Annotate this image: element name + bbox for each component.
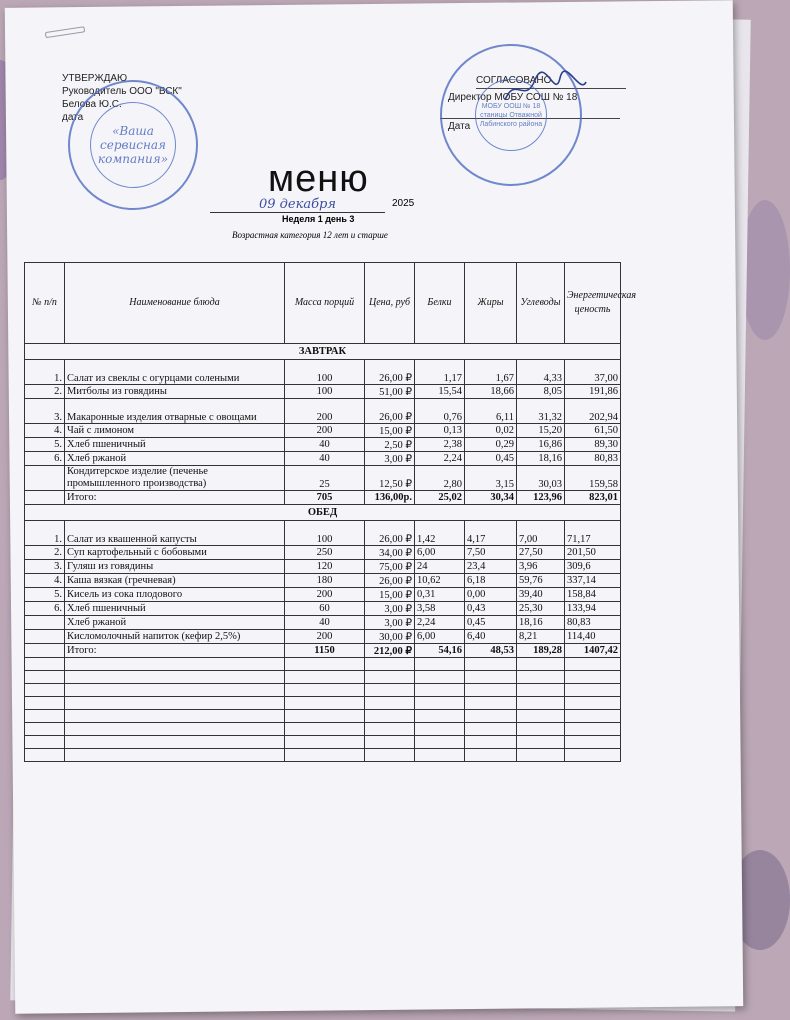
table-cell: 250 bbox=[285, 546, 365, 560]
table-row bbox=[25, 616, 621, 630]
table-cell: 18,16 bbox=[517, 616, 565, 630]
col-header: Углеводы bbox=[517, 263, 565, 344]
table-cell: 6,00 bbox=[415, 630, 465, 644]
table-cell: 2,24 bbox=[415, 616, 465, 630]
table-cell: 1,17 bbox=[415, 360, 465, 385]
empty-cell bbox=[25, 710, 65, 723]
table-cell: 30,00 ₽ bbox=[365, 630, 415, 644]
table-cell: 4,17 bbox=[465, 521, 517, 546]
menu-date: 09 декабря bbox=[210, 197, 385, 213]
table-cell: 133,94 bbox=[565, 602, 621, 616]
table-cell: 6,18 bbox=[465, 574, 517, 588]
approve-role: Руководитель ООО "ВСК" bbox=[62, 86, 182, 97]
table-cell: 200 bbox=[285, 424, 365, 438]
table-cell: 26,00 ₽ bbox=[365, 574, 415, 588]
table-cell: 59,76 bbox=[517, 574, 565, 588]
table-row bbox=[25, 574, 621, 588]
table-cell: 189,28 bbox=[517, 644, 565, 658]
table-cell: 80,83 bbox=[565, 452, 621, 466]
table-cell: 3,00 ₽ bbox=[365, 616, 415, 630]
empty-row bbox=[25, 736, 621, 749]
table-cell: Хлеб ржаной bbox=[65, 616, 285, 630]
table-row bbox=[25, 399, 621, 424]
empty-cell bbox=[517, 749, 565, 762]
empty-cell bbox=[365, 697, 415, 710]
table-cell: 6,11 bbox=[465, 399, 517, 424]
table-cell bbox=[25, 491, 65, 505]
empty-cell bbox=[365, 710, 415, 723]
table-cell: 200 bbox=[285, 588, 365, 602]
table-cell: 0,31 bbox=[415, 588, 465, 602]
table-cell: 0,29 bbox=[465, 438, 517, 452]
empty-cell bbox=[565, 658, 621, 671]
table-cell: 2,24 bbox=[415, 452, 465, 466]
age-category: Возрастная категория 12 лет и старше bbox=[232, 230, 388, 240]
paperclip bbox=[45, 26, 85, 38]
table-cell: 15,00 ₽ bbox=[365, 588, 415, 602]
empty-cell bbox=[565, 671, 621, 684]
empty-cell bbox=[25, 736, 65, 749]
table-cell: 1150 bbox=[285, 644, 365, 658]
empty-row bbox=[25, 671, 621, 684]
empty-cell bbox=[365, 736, 415, 749]
empty-cell bbox=[565, 710, 621, 723]
table-row bbox=[25, 385, 621, 399]
agree-role: Директор МОБУ СОШ № 18 bbox=[448, 92, 578, 103]
empty-row bbox=[25, 697, 621, 710]
empty-cell bbox=[25, 671, 65, 684]
company-stamp bbox=[68, 80, 198, 210]
empty-cell bbox=[65, 671, 285, 684]
signature bbox=[500, 70, 590, 110]
empty-cell bbox=[517, 658, 565, 671]
table-cell: 6. bbox=[25, 602, 65, 616]
empty-cell bbox=[285, 723, 365, 736]
table-cell: 15,00 ₽ bbox=[365, 424, 415, 438]
table-cell: Кондитерское изделие (печенье промышленного производства) bbox=[65, 466, 285, 491]
empty-cell bbox=[25, 658, 65, 671]
table-cell: Салат из квашенной капусты bbox=[65, 521, 285, 546]
empty-cell bbox=[25, 684, 65, 697]
school-stamp bbox=[440, 44, 582, 186]
table-cell: 1,42 bbox=[415, 521, 465, 546]
empty-cell bbox=[565, 723, 621, 736]
table-cell: 39,40 bbox=[517, 588, 565, 602]
empty-cell bbox=[517, 684, 565, 697]
empty-cell bbox=[565, 697, 621, 710]
table-cell: 40 bbox=[285, 438, 365, 452]
col-header: Цена, руб bbox=[365, 263, 415, 344]
table-cell: 6,40 bbox=[465, 630, 517, 644]
table-row bbox=[25, 438, 621, 452]
empty-row bbox=[25, 723, 621, 736]
table-cell: 15,54 bbox=[415, 385, 465, 399]
table-cell: 0,45 bbox=[465, 452, 517, 466]
section-header bbox=[25, 344, 621, 360]
empty-cell bbox=[65, 736, 285, 749]
table-cell: 10,62 bbox=[415, 574, 465, 588]
table-cell: 25,30 bbox=[517, 602, 565, 616]
empty-cell bbox=[285, 658, 365, 671]
col-header: Наименование блюда bbox=[65, 263, 285, 344]
empty-cell bbox=[465, 684, 517, 697]
table-cell: 180 bbox=[285, 574, 365, 588]
col-header: Масса порций bbox=[285, 263, 365, 344]
menu-year: 2025 bbox=[392, 198, 415, 209]
table-row bbox=[25, 630, 621, 644]
empty-cell bbox=[65, 710, 285, 723]
table-cell: 89,30 bbox=[565, 438, 621, 452]
table-cell: 159,58 bbox=[565, 466, 621, 491]
table-cell: 54,16 bbox=[415, 644, 465, 658]
table-cell: 0,43 bbox=[465, 602, 517, 616]
table-cell bbox=[25, 466, 65, 491]
table-row bbox=[25, 424, 621, 438]
table-cell: 3,00 ₽ bbox=[365, 602, 415, 616]
table-cell: 48,53 bbox=[465, 644, 517, 658]
total-row bbox=[25, 644, 621, 658]
table-cell: 5. bbox=[25, 438, 65, 452]
empty-cell bbox=[65, 684, 285, 697]
table-cell: 2. bbox=[25, 546, 65, 560]
empty-cell bbox=[65, 658, 285, 671]
table-cell: 4. bbox=[25, 574, 65, 588]
empty-cell bbox=[285, 697, 365, 710]
table-cell: Макаронные изделия отварные с овощами bbox=[65, 399, 285, 424]
empty-cell bbox=[465, 697, 517, 710]
agree-label: СОГЛАСОВАНО bbox=[476, 75, 552, 86]
table-cell: 2,38 bbox=[415, 438, 465, 452]
table-cell: 75,00 ₽ bbox=[365, 560, 415, 574]
approve-date: дата bbox=[62, 112, 84, 123]
table-cell: 191,86 bbox=[565, 385, 621, 399]
table-cell: 0,45 bbox=[465, 616, 517, 630]
table-cell: Хлеб ржаной bbox=[65, 452, 285, 466]
table-cell: 6,00 bbox=[415, 546, 465, 560]
table-cell: 3. bbox=[25, 399, 65, 424]
table-cell: 37,00 bbox=[565, 360, 621, 385]
table-cell: 123,96 bbox=[517, 491, 565, 505]
table-cell: 5. bbox=[25, 588, 65, 602]
empty-cell bbox=[365, 671, 415, 684]
table-row bbox=[25, 466, 621, 491]
table-cell: 18,16 bbox=[517, 452, 565, 466]
table-cell: 26,00 ₽ bbox=[365, 521, 415, 546]
table-cell: 25,02 bbox=[415, 491, 465, 505]
empty-cell bbox=[285, 684, 365, 697]
empty-cell bbox=[565, 684, 621, 697]
table-cell: 7,50 bbox=[465, 546, 517, 560]
empty-cell bbox=[65, 749, 285, 762]
empty-cell bbox=[415, 723, 465, 736]
table-row bbox=[25, 546, 621, 560]
table-cell: 158,84 bbox=[565, 588, 621, 602]
empty-cell bbox=[415, 684, 465, 697]
empty-cell bbox=[285, 671, 365, 684]
table-row bbox=[25, 560, 621, 574]
empty-row bbox=[25, 710, 621, 723]
empty-cell bbox=[517, 723, 565, 736]
table-cell: 1. bbox=[25, 521, 65, 546]
agree-date: Дата bbox=[448, 121, 471, 132]
table-cell: Кисломолочный напиток (кефир 2,5%) bbox=[65, 630, 285, 644]
empty-cell bbox=[415, 671, 465, 684]
empty-row bbox=[25, 684, 621, 697]
table-cell: 3,96 bbox=[517, 560, 565, 574]
table-cell: 6. bbox=[25, 452, 65, 466]
empty-cell bbox=[25, 697, 65, 710]
table-cell: 40 bbox=[285, 452, 365, 466]
table-cell: 2,50 ₽ bbox=[365, 438, 415, 452]
table-cell: 4,33 bbox=[517, 360, 565, 385]
table-cell: 24 bbox=[415, 560, 465, 574]
col-header: Жиры bbox=[465, 263, 517, 344]
empty-cell bbox=[25, 749, 65, 762]
table-cell: 0,13 bbox=[415, 424, 465, 438]
table-cell: 202,94 bbox=[565, 399, 621, 424]
table-cell: 25 bbox=[285, 466, 365, 491]
table-cell: Салат из свеклы с огурцами солеными bbox=[65, 360, 285, 385]
empty-cell bbox=[365, 749, 415, 762]
table-cell: 8,21 bbox=[517, 630, 565, 644]
empty-cell bbox=[415, 658, 465, 671]
table-cell: 7,00 bbox=[517, 521, 565, 546]
table-cell: 61,50 bbox=[565, 424, 621, 438]
table-cell: 0,00 bbox=[465, 588, 517, 602]
table-cell: 23,4 bbox=[465, 560, 517, 574]
empty-cell bbox=[465, 671, 517, 684]
table-cell: 201,50 bbox=[565, 546, 621, 560]
table-cell: 136,00р. bbox=[365, 491, 415, 505]
total-row bbox=[25, 491, 621, 505]
table-cell: 51,00 ₽ bbox=[365, 385, 415, 399]
table-cell: Хлеб пшеничный bbox=[65, 438, 285, 452]
table-cell: Хлеб пшеничный bbox=[65, 602, 285, 616]
table-cell: 200 bbox=[285, 630, 365, 644]
table-cell: 1. bbox=[25, 360, 65, 385]
table-cell: 3. bbox=[25, 560, 65, 574]
table-cell: 3,15 bbox=[465, 466, 517, 491]
empty-cell bbox=[285, 749, 365, 762]
table-cell: 2. bbox=[25, 385, 65, 399]
table-cell: Кисель из сока плодового bbox=[65, 588, 285, 602]
empty-cell bbox=[415, 749, 465, 762]
table-cell bbox=[25, 630, 65, 644]
table-cell: 100 bbox=[285, 521, 365, 546]
table-cell: 200 bbox=[285, 399, 365, 424]
table-cell: 100 bbox=[285, 385, 365, 399]
table-cell: 4. bbox=[25, 424, 65, 438]
table-cell: 34,00 ₽ bbox=[365, 546, 415, 560]
week-day: Неделя 1 день 3 bbox=[282, 214, 355, 224]
table-cell: 0,02 bbox=[465, 424, 517, 438]
table-cell: 1407,42 bbox=[565, 644, 621, 658]
section-title: ЗАВТРАК bbox=[25, 344, 621, 360]
table-cell: 120 bbox=[285, 560, 365, 574]
table-header bbox=[25, 263, 621, 344]
empty-cell bbox=[285, 710, 365, 723]
table-cell: Гуляш из говядины bbox=[65, 560, 285, 574]
table-cell: 2,80 bbox=[415, 466, 465, 491]
menu-table bbox=[24, 262, 636, 762]
table-cell: 3,58 bbox=[415, 602, 465, 616]
empty-cell bbox=[365, 723, 415, 736]
empty-cell bbox=[65, 697, 285, 710]
table-cell: 16,86 bbox=[517, 438, 565, 452]
col-header: Белки bbox=[415, 263, 465, 344]
section-title: ОБЕД bbox=[25, 505, 621, 521]
table-cell: 40 bbox=[285, 616, 365, 630]
table-cell: 80,83 bbox=[565, 616, 621, 630]
empty-cell bbox=[465, 749, 517, 762]
table-cell: 309,6 bbox=[565, 560, 621, 574]
school-stamp-text: МОБУ ООШ № 18 станицы Отважной Лабинского района bbox=[479, 102, 543, 128]
table-cell: 18,66 bbox=[465, 385, 517, 399]
table-cell: Чай с лимоном bbox=[65, 424, 285, 438]
empty-row bbox=[25, 749, 621, 762]
table-cell: 8,05 bbox=[517, 385, 565, 399]
section-header bbox=[25, 505, 621, 521]
empty-cell bbox=[517, 736, 565, 749]
table-cell: Каша вязкая (гречневая) bbox=[65, 574, 285, 588]
table-cell: 60 bbox=[285, 602, 365, 616]
col-header: № п/п bbox=[25, 263, 65, 344]
empty-cell bbox=[565, 736, 621, 749]
table-cell: 0,76 bbox=[415, 399, 465, 424]
empty-cell bbox=[285, 736, 365, 749]
table-cell: Суп картофельный с бобовыми bbox=[65, 546, 285, 560]
table-cell: 71,17 bbox=[565, 521, 621, 546]
table-cell: Митболы из говядины bbox=[65, 385, 285, 399]
empty-row bbox=[25, 658, 621, 671]
table-cell: 15,20 bbox=[517, 424, 565, 438]
table-cell: Итого: bbox=[65, 644, 285, 658]
table-row bbox=[25, 588, 621, 602]
table-cell: 212,00 ₽ bbox=[365, 644, 415, 658]
empty-cell bbox=[465, 736, 517, 749]
approve-name: Белова Ю.С. bbox=[62, 99, 122, 110]
empty-cell bbox=[415, 710, 465, 723]
page-title: меню bbox=[268, 158, 369, 200]
empty-cell bbox=[65, 723, 285, 736]
table-cell: 31,32 bbox=[517, 399, 565, 424]
table-cell: 12,50 ₽ bbox=[365, 466, 415, 491]
empty-cell bbox=[365, 684, 415, 697]
col-header: Энергетическая ценость bbox=[565, 263, 621, 344]
empty-cell bbox=[365, 658, 415, 671]
table-row bbox=[25, 452, 621, 466]
table-cell: 1,67 bbox=[465, 360, 517, 385]
empty-cell bbox=[517, 710, 565, 723]
table-cell: 114,40 bbox=[565, 630, 621, 644]
empty-cell bbox=[517, 697, 565, 710]
table-cell: 823,01 bbox=[565, 491, 621, 505]
empty-cell bbox=[517, 671, 565, 684]
table-cell bbox=[25, 644, 65, 658]
table-cell bbox=[25, 616, 65, 630]
table-cell: 26,00 ₽ bbox=[365, 360, 415, 385]
table-cell: 3,00 ₽ bbox=[365, 452, 415, 466]
empty-cell bbox=[415, 697, 465, 710]
table-cell: 705 bbox=[285, 491, 365, 505]
table-cell: 30,34 bbox=[465, 491, 517, 505]
table-cell: 30,03 bbox=[517, 466, 565, 491]
table-cell: Итого: bbox=[65, 491, 285, 505]
empty-cell bbox=[465, 658, 517, 671]
table-cell: 26,00 ₽ bbox=[365, 399, 415, 424]
empty-cell bbox=[465, 723, 517, 736]
table-cell: 337,14 bbox=[565, 574, 621, 588]
table-row bbox=[25, 360, 621, 385]
company-stamp-text: «Ваша сервисная компания» bbox=[97, 124, 169, 166]
approve-label: УТВЕРЖДАЮ bbox=[62, 73, 128, 84]
table-cell: 27,50 bbox=[517, 546, 565, 560]
table-row bbox=[25, 521, 621, 546]
empty-cell bbox=[565, 749, 621, 762]
empty-cell bbox=[465, 710, 517, 723]
empty-cell bbox=[415, 736, 465, 749]
table-cell: 100 bbox=[285, 360, 365, 385]
table-row bbox=[25, 602, 621, 616]
empty-cell bbox=[25, 723, 65, 736]
